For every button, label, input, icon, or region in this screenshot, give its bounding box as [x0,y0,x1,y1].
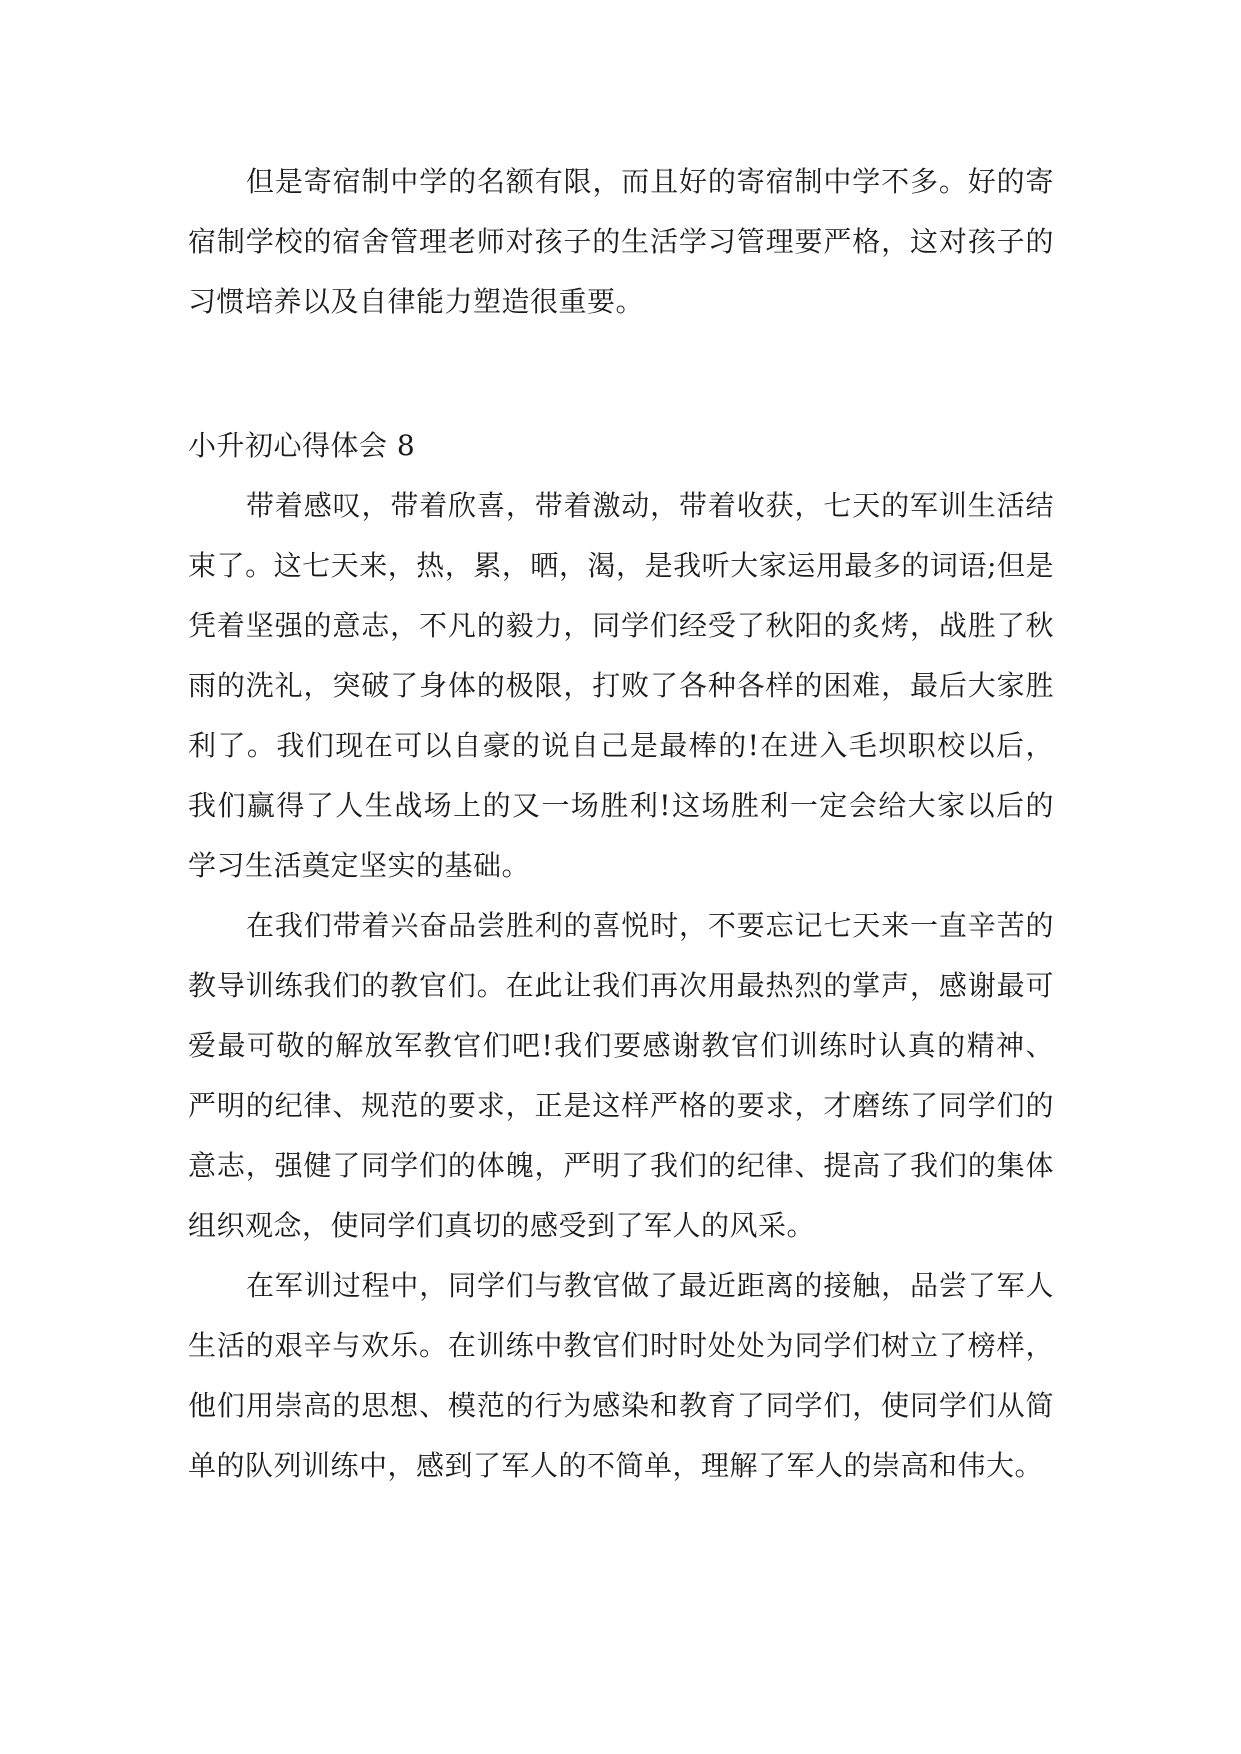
intro-paragraph: 但是寄宿制中学的名额有限，而且好的寄宿制中学不多。好的寄宿制学校的宿舍管理老师对孩子的生活学习管理要严格，这对孩子的习惯培养以及自律能力塑造很重要。 [188,165,1054,318]
body-paragraph-1: 带着感叹，带着欣喜，带着激动，带着收获，七天的军训生活结束了。这七天来，热，累，晒，渴，是我听大家运用最多的词语;但是凭着坚强的意志，不凡的毅力，同学们经受了秋阳的炙烤，战胜了秋雨的洗礼，突破了身体的极限，打败了各种各样的困难，最后大家胜利了。我们现在可以自豪的说自己是最棒的!在进入毛坝职校以后，我们赢得了人生战场上的又一场胜利!这场胜利一定会给大家以后的学习生活奠定坚实的基础。 [188,489,1054,882]
section-spacer [188,332,1054,416]
section-title: 小升初心得体会 8 [188,429,416,462]
body-paragraph-3: 在军训过程中，同学们与教官做了最近距离的接触，品尝了军人生活的艰辛与欢乐。在训练中教官们时时处处为同学们树立了榜样，他们用崇高的思想、模范的行为感染和教育了同学们，使同学们从简单的队列训练中，感到了军人的不简单，理解了军人的崇高和伟大。 [188,1269,1054,1482]
document-page [188,152,1054,1496]
body-paragraph-2: 在我们带着兴奋品尝胜利的喜悦时，不要忘记七天来一直辛苦的教导训练我们的教官们。在此让我们再次用最热烈的掌声，感谢最可爱最可敬的解放军教官们吧!我们要感谢教官们训练时认真的精神、严明的纪律、规范的要求，正是这样严格的要求，才磨练了同学们的意志，强健了同学们的体魄，严明了我们的纪律、提高了我们的集体组织观念，使同学们真切的感受到了军人的风采。 [188,909,1054,1242]
